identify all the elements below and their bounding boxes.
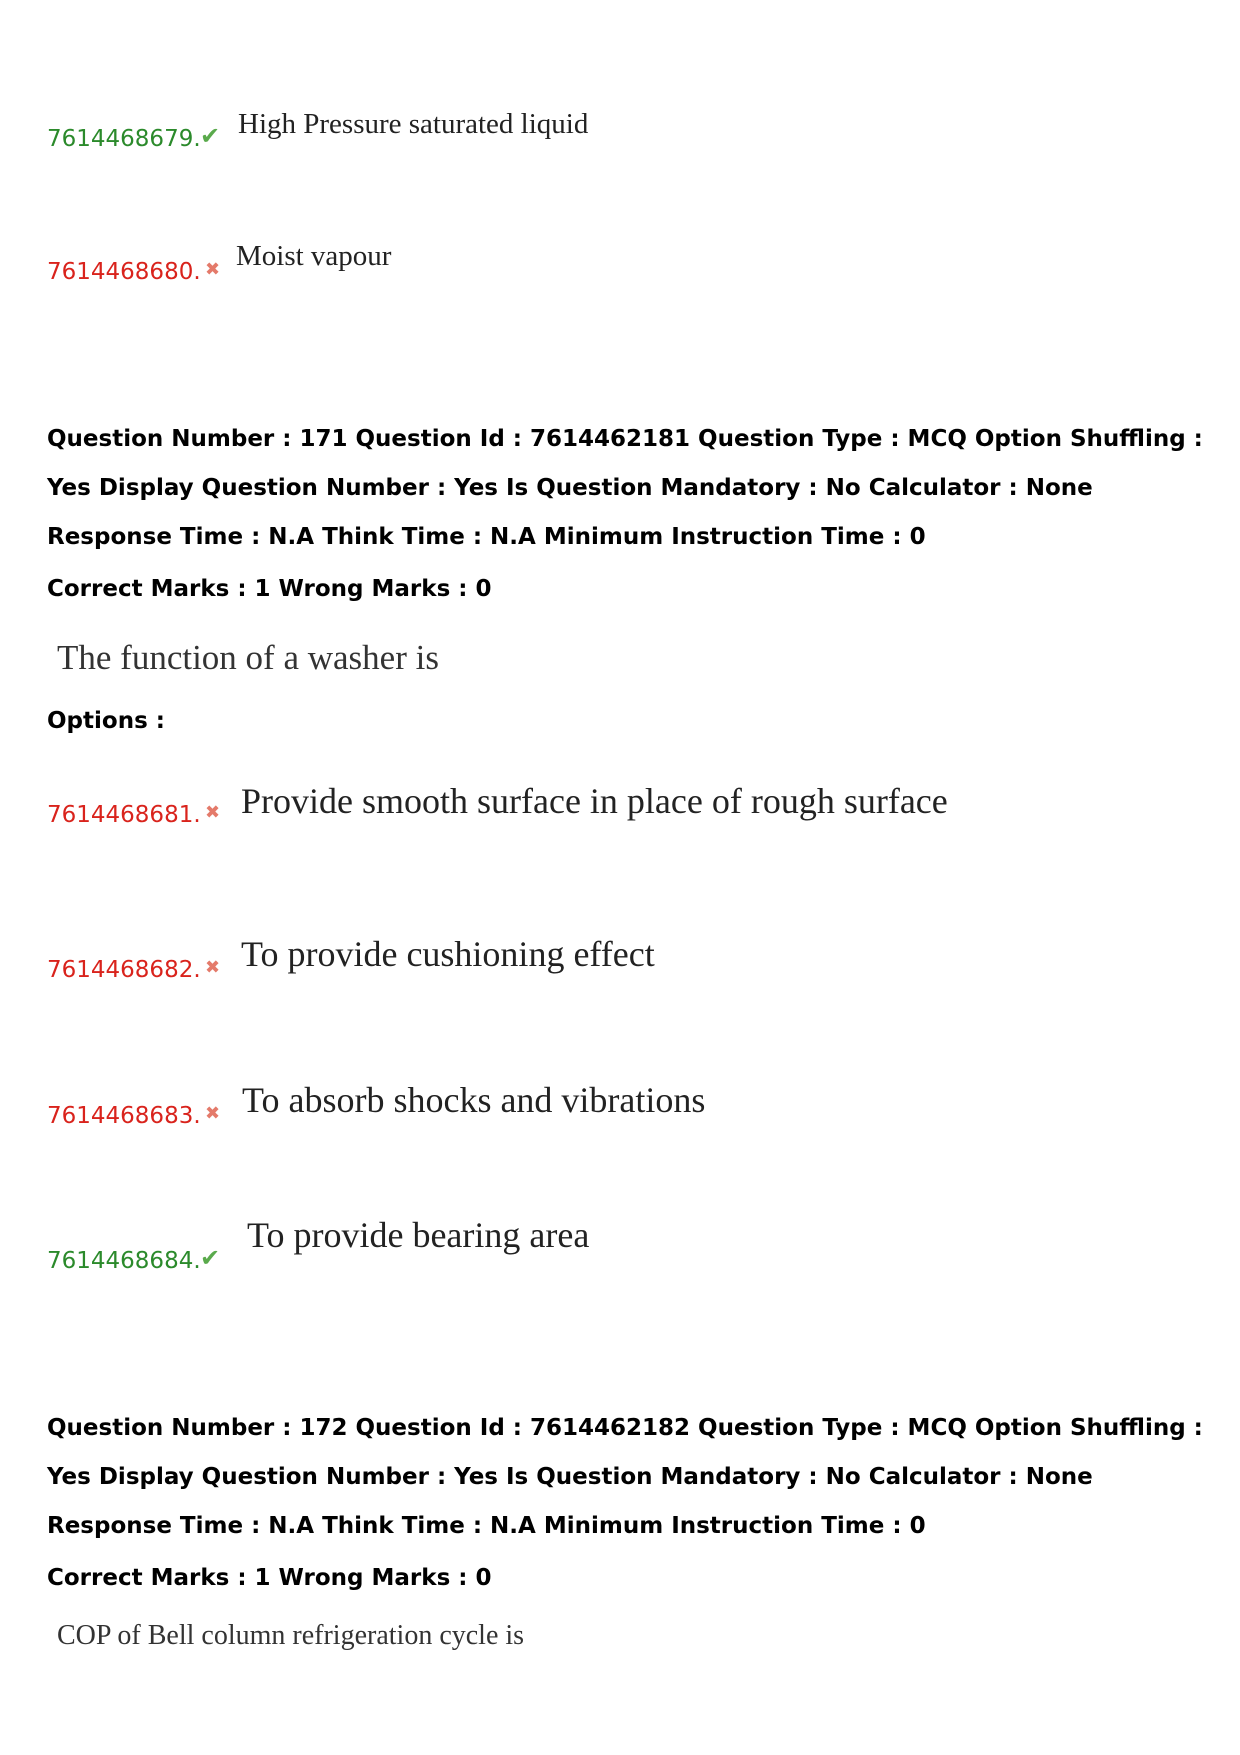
question-marks: Correct Marks : 1 Wrong Marks : 0: [47, 576, 492, 602]
option-row: [47, 934, 1147, 997]
option-id: 7614468681.: [47, 802, 201, 828]
option-text: To provide cushioning effect: [241, 934, 655, 974]
option-row: [47, 108, 1147, 160]
option-text: To provide bearing area: [247, 1215, 590, 1255]
question-meta: Question Number : 172 Question Id : 7614462182 Question Type : MCQ Option Shuffling : Yes Display Question Number : Yes Is Question Mandatory : No Calculator : None Response Time : N.A Think Time : N.A Minimum Instruction Time : 0: [47, 1415, 1203, 1539]
option-row: [47, 240, 1147, 293]
check-icon: ✔: [200, 1244, 221, 1272]
question-text: The function of a washer is: [57, 638, 439, 677]
question-meta: Question Number : 171 Question Id : 7614462181 Question Type : MCQ Option Shuffling : Yes Display Question Number : Yes Is Question Mandatory : No Calculator : None Response Time : N.A Think Time : N.A Minimum Instruction Time : 0: [47, 426, 1203, 550]
option-text: To absorb shocks and vibrations: [242, 1080, 706, 1120]
cross-icon: ✖: [205, 1103, 221, 1124]
cross-icon: ✖: [205, 957, 221, 978]
cross-icon: ✖: [205, 802, 221, 823]
check-icon: ✔: [200, 122, 221, 150]
option-row: [47, 781, 1147, 842]
option-text: Moist vapour: [236, 240, 392, 272]
option-text: Provide smooth surface in place of rough surface: [241, 781, 948, 821]
cross-icon: ✖: [205, 259, 221, 280]
question-marks: Correct Marks : 1 Wrong Marks : 0: [47, 1565, 492, 1591]
option-id: 7614468680.: [47, 259, 201, 285]
option-row: [47, 1215, 1147, 1288]
option-id: 7614468679.: [47, 126, 201, 152]
option-id: 7614468684.: [47, 1248, 201, 1274]
option-text: High Pressure saturated liquid: [238, 108, 589, 140]
options-label: Options :: [47, 708, 165, 734]
option-row: [47, 1080, 1147, 1143]
option-id: 7614468682.: [47, 957, 201, 983]
option-id: 7614468683.: [47, 1103, 201, 1129]
question-text: COP of Bell column refrigeration cycle is: [57, 1620, 525, 1651]
